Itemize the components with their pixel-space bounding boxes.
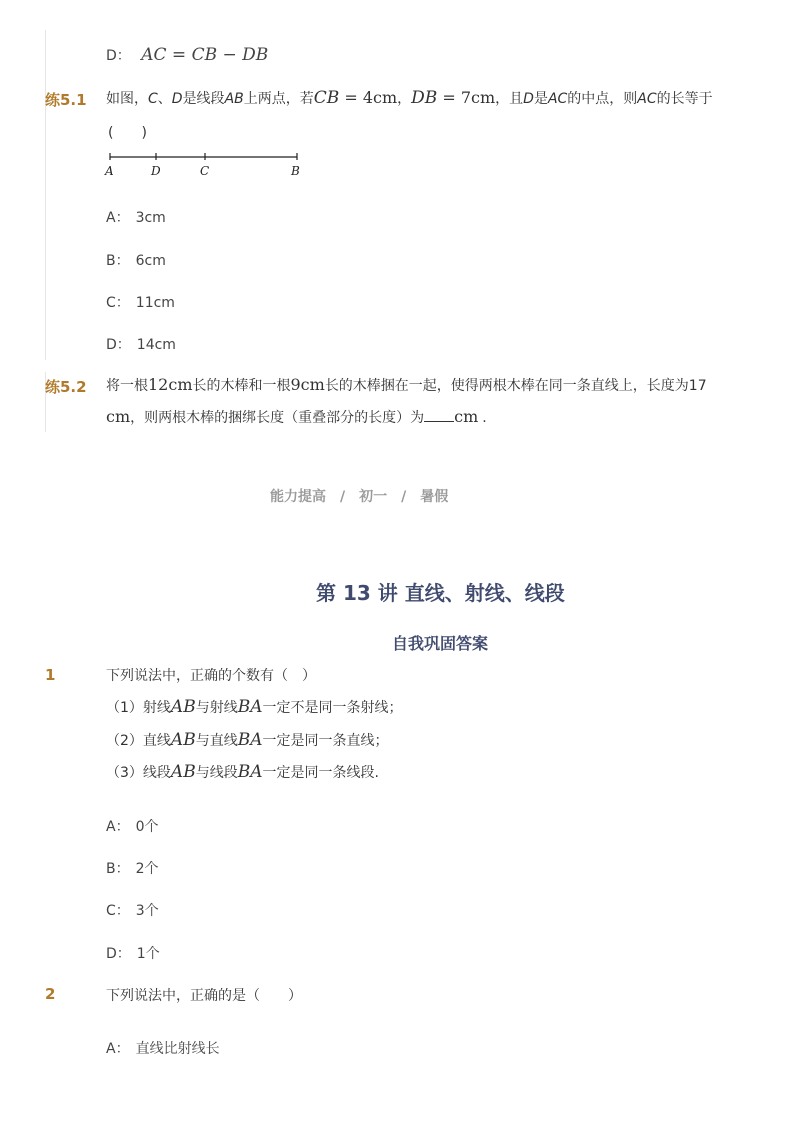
exercise-label: 练5.1 [45,91,87,109]
option-d [106,943,160,963]
option-text: 11cm [135,295,175,311]
math-unit: cm [454,407,479,426]
option-letter: C： [106,903,130,919]
math-db: DB [411,88,438,108]
math-cb: CB [313,88,340,108]
segment-ac: AC [637,91,657,107]
stem-text: 将一根 [106,378,148,394]
option-letter: B： [106,861,130,877]
stem-text: 如图， [106,91,148,107]
option-letter: A： [106,210,130,226]
stem-text: ，且 [495,91,524,107]
option-letter: C： [106,295,130,311]
segment-ac: AC [547,91,568,107]
statement-2 [106,730,388,750]
stem-text: 是 [533,91,548,107]
lecture-title: 第 13 讲 直线、射线、线段 [316,581,565,605]
math-ab: AB [170,697,196,717]
stem-text: . [482,410,487,426]
question-number: 2 [45,985,56,1003]
option-b [106,250,166,270]
page-footer: 能力提高 / 初一 / 暑假 [270,489,449,505]
option-text: 0个 [135,819,159,835]
math-value: 9cm [290,375,325,394]
stem-text: （2）直线 [106,733,171,749]
math-ba: BA [237,762,263,782]
section-title: 自我巩固答案 [392,634,489,653]
stem-text: 与线段 [195,765,238,781]
stem-text: ， [397,91,412,107]
stem-text: 与射线 [195,700,238,716]
label-c: C [200,164,210,178]
option-a [106,816,159,836]
segment-diagram [104,148,304,180]
option-c [106,292,175,312]
math-ba: BA [237,697,263,717]
math-ab: AB [170,762,196,782]
label-d: D [151,164,161,178]
option-letter: A： [106,819,130,835]
stem-text: 一定不是同一条射线； [262,700,403,716]
stem-text: 是线段 [182,91,225,107]
statement-3 [106,762,379,782]
stem-text: 上两点，若 [243,91,314,107]
segment-ab: AB [224,91,244,107]
answer-blank[interactable] [424,409,454,422]
question-stem: 下列说法中，正确的个数有（ ） [106,668,316,684]
exercise-stem-line1 [106,375,707,395]
option-letter: D： [106,48,131,64]
stem-text: 的中点，则 [567,91,638,107]
math-ab: AB [170,730,196,750]
stem-text: 一定是同一条直线； [262,733,389,749]
option-letter: D： [106,337,131,353]
point-d: D [523,91,534,107]
math-ba: BA [237,730,263,750]
question-stem: 下列说法中，正确的是（ ） [106,988,302,1004]
point-d: D [171,91,183,107]
answer-parens: ( ) [108,125,147,141]
option-d [106,334,176,354]
stem-text: 长的木棒和一根 [192,378,291,394]
stem-text: （1）射线 [106,700,171,716]
option-b [106,858,159,878]
math-value: = 7cm [437,88,496,107]
math-unit: cm [106,407,131,426]
option-a [106,1038,220,1058]
stem-text: 、 [157,91,172,107]
exercise-stem [106,88,713,108]
stem-text: 与直线 [195,733,238,749]
option-text: 14cm [136,337,176,353]
stem-text: 的长等于 [656,91,713,107]
stem-text: 一定是同一条线段. [262,765,379,781]
option-text: 6cm [135,253,166,269]
stem-text: ，则两根木棒的捆绑长度（重叠部分的长度）为 [130,410,425,426]
option-letter: A： [106,1041,130,1057]
option-a [106,207,166,227]
option-formula: AC = CB − DB [141,45,269,65]
option-text: 2个 [135,861,159,877]
option-letter: B： [106,253,130,269]
option-text: 3cm [135,210,166,226]
statement-1 [106,697,402,717]
stem-text: （3）线段 [106,765,171,781]
option-text: 1个 [136,946,160,962]
label-a: A [105,164,114,178]
option-d-top [106,45,268,65]
math-value: = 4cm [339,88,398,107]
option-text: 直线比射线长 [135,1041,220,1057]
question-number: 1 [45,666,56,684]
math-value: 12cm [148,375,193,394]
margin-rule [45,30,46,360]
exercise-label: 练5.2 [45,378,87,396]
option-c [106,900,159,920]
stem-text: 长的木棒捆在一起，使得两根木棒在同一条直线上，长度为17 [324,378,707,394]
label-b: B [291,164,300,178]
point-c: C [148,91,158,107]
exercise-stem-line2 [106,407,487,427]
option-text: 3个 [135,903,159,919]
option-letter: D： [106,946,131,962]
